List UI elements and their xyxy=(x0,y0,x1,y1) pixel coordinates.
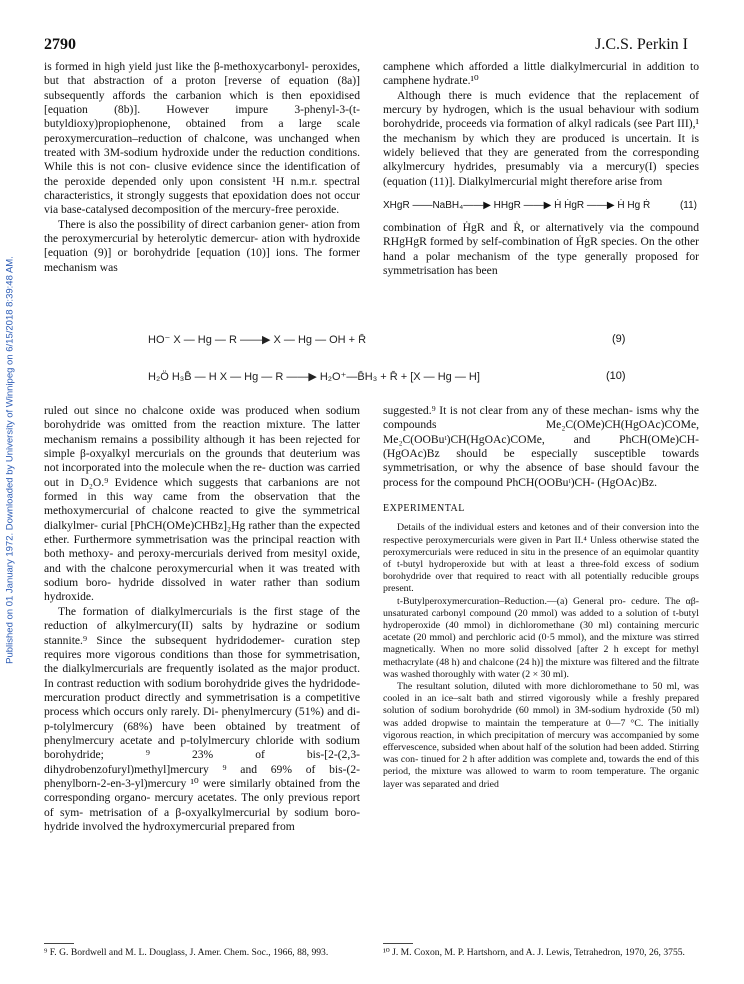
paragraph: Details of the individual esters and ketones and of their conversion into the respective peroxymercurials were given in Part II.⁴ Unless otherwise stated the peroxymercurials were reduced in situ in the presence of an equimolar quantity of t-butyl hydroperoxide but with at least a three-fold excess of sodium borohydride over that required to react with all potentially reducible groups present. xyxy=(383,522,699,595)
equation-9 xyxy=(148,333,366,346)
left-column-bottom xyxy=(44,404,360,834)
equation-11-number: (11) xyxy=(679,200,697,212)
paragraph: ruled out since no chalcone oxide was produced when sodium borohydride was omitted from the reaction mixture. The latter mechanism remains a possibility although it has been rejected for simple β-oxyalkyl mercurials on the grounds that deuterium was not incorporated into the molecule when the re- duction was carried out in D₂O.⁹ Evidence which suggests that carbanions are not formed in this way came from the observation that the methoxymercurial of chalcone reacted to give the symmetrical dialkylmer- curial [PhCH(OMe)CHBz]₂Hg rather than the expected ether. Furthermore symmetrisation was the principal reaction with both methoxy- and peroxy-mercurials derived from mesityl oxide, and with the chalcone peroxymercurial when it was treated with sodium boro- hydride dissolved in water rather than sodium hydroxide. xyxy=(44,404,360,604)
footnote-rule xyxy=(383,943,413,944)
footnote-left: ⁹ F. G. Bordwell and M. L. Douglass, J. Amer. Chem. Soc., 1966, 88, 993. xyxy=(44,947,329,958)
footnote-right: ¹⁰ J. M. Coxon, M. P. Hartshorn, and A. J. Lewis, Tetrahedron, 1970, 26, 3755. xyxy=(383,947,685,958)
right-column-bottom xyxy=(383,404,699,791)
paragraph: t-Butylperoxymercuration–Reduction.—(a) General pro- cedure. The αβ-unsaturated carbonyl compound (20 mmol) was added to a solution of t-butyl hydroperoxide (40 mmol) in dichloromethane (30 ml) containing mercuric acetate (20 mmol) and perchloric acid (0·5 mmol), and the mixture was stirred magnetically. When no more solid dissolved [after 2 h except for methyl methacrylate (48 h) and chalcone (24 h)] the mixture was filtered and the filtrate was washed thoroughly with water (2 × 30 ml). xyxy=(383,595,699,680)
paragraph: The formation of dialkylmercurials is the first stage of the reduction of alkylmercury(II) salts by hydrazine or sodium stannite.⁹ Since the subsequent hydridodemer- curation step requires more vigorous conditions than those for symmetrisation, the dialkylmercurials are frequently isolated as the major product. In contrast reduction with sodium borohydride gives the hydridode- mercuration product directly and symmetrisation is a competitive process which occurs only rarely. Di- phenylmercury (51%) and di-p-tolylmercury (68%) have been obtained by treatment of phenylmercury acetate and p-tolylmercury chloride with sodium borohydride; ⁹ 23% of bis-[2-(2,3-dihydrobenzofuryl)methyl]mercury ⁹ and 69% of bis-(2-phenylborn-2-en-3-yl)mercury ¹⁰ were similarly obtained from the corresponding organo- mercury acetates. The only previous report of sym- metrisation of a β-oxyalkylmercurial by sodium boro- hydride involved the hydroxymercurial prepared from xyxy=(44,604,360,833)
paragraph: The resultant solution, diluted with more dichloromethane to 50 ml, was cooled in an ice–salt bath and stirred vigorously while a freshly prepared solution of sodium borohydride (60 mmol) in 3M-sodium hydroxide (50 ml) was added dropwise to maintain the temperature at 0—7 °C. The initially vigorous reaction, in which precipitation of mercury was accompanied by some effervescence, subsided when about half of the solution had been added. Stirring was con- tinued for 2 h after addition was complete and, towards the end of this period, the mixture was allowed to warm to room temperature. The organic layer was separated and dried xyxy=(383,681,699,790)
footnote-rule xyxy=(44,943,74,944)
equation-10-text: H₂Ö H₃B̄ — H X — Hg — R ——▶ H₂O⁺—B̄H₃ + R̄ + [X — Hg — H] xyxy=(148,371,480,383)
equation-9-text: HO⁻ X — Hg — R ——▶ X — Hg — OH + R̄ xyxy=(148,334,367,346)
paragraph: There is also the possibility of direct carbanion gener- ation from the peroxymercurial by heterolytic demercur- ation with hydroxide [equation (9)] or borohydride [equation (10)] ions. The former mechanism was xyxy=(44,217,360,274)
paragraph: Although there is much evidence that the replacement of mercury by hydrogen, which is the usual behaviour with sodium borohydride, proceeds via formation of alkyl radicals (see Part III),¹ the mechanism by which they are produced is uncertain. It is widely believed that they are generated from the corresponding alkylmercury hydrides, presumably via a mercury(I) species (equation (11)]. Dialkylmercurial might therefore arise from xyxy=(383,88,699,188)
equation-10-number: (10) xyxy=(606,370,626,382)
section-heading: EXPERIMENTAL xyxy=(383,503,465,515)
journal-name: J.C.S. Perkin I xyxy=(595,36,688,53)
paragraph: camphene which afforded a little dialkylmercurial in addition to camphene hydrate.¹⁰ xyxy=(383,60,699,88)
right-column-top xyxy=(383,60,699,278)
left-column-top xyxy=(44,60,360,275)
equation-11 xyxy=(383,193,699,219)
download-note: Published on 01 January 1972. Downloaded by University of Winnipeg on 6/15/2018 8:39:48 AM. xyxy=(4,256,16,664)
page-number: 2790 xyxy=(44,36,76,53)
paragraph: suggested.⁹ It is not clear from any of these mechan- isms why the compounds Me₂C(OMe)CH(HgOAc)COMe, Me₂C(OOBuᵗ)CH(HgOAc)COMe, and PhCH(OMe)CH- (HgOAc)Bz should be especially susceptible towards symmetrisation, or why the absence of base should favour the process for the compound PhCH(OOBuᵗ)CH- (HgOAc)Bz. xyxy=(383,404,699,489)
equation-11-text: XHgR ——NaBH₄——▶ HHgR ——▶ Ḣ ḢgR ——▶ Ḣ Hg Ṙ xyxy=(383,200,651,212)
paragraph: combination of ḢgR and Ṙ, or alternatively via the compound RHgHgR formed by self-combination of ḢgR species. On the other hand a polar mechanism of the type generally proposed for symmetrisation has been xyxy=(383,221,699,278)
download-watermark xyxy=(4,180,16,740)
equation-10 xyxy=(148,370,480,383)
paragraph: is formed in high yield just like the β-methoxycarbonyl- peroxides, but that abstraction of a proton [reverse of equation (8a)] subsequently affords the carbanion which is then epoxidised [equation (8b)]. However impure 3-phenyl-3-(t-butyldioxy)propiophenone, obtained from a large scale peroxymercuration–reduction of chalcone, was unchanged when treated with 3M-sodium hydroxide under the reduction conditions. While this is not con- clusive evidence since the identification of the peroxide depended only upon consistent ¹H n.m.r. spectral characteristics, it strongly suggests that epoxidation does not occur via base-catalysed decomposition of the mercury-free peroxide. xyxy=(44,60,360,217)
equation-9-number: (9) xyxy=(612,333,626,345)
